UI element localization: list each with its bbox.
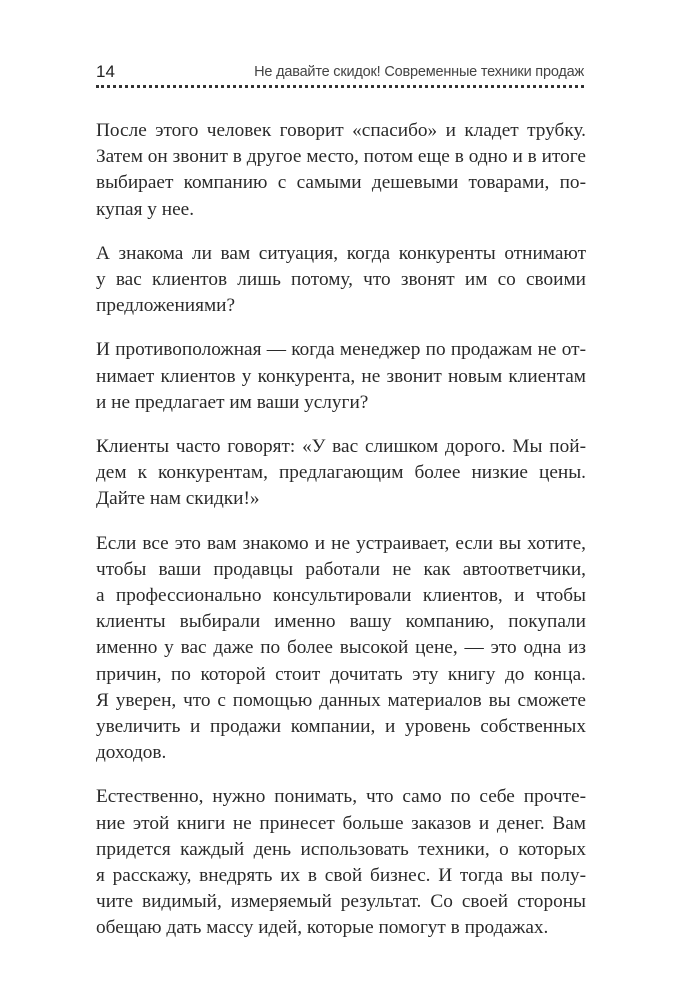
text-line: Дайте нам скидки!»	[96, 488, 260, 510]
text-line: именно у вас даже по более высокой цене, — это одна из	[96, 637, 586, 659]
text-line: А знакома ли вам ситуация, когда конкуренты отнимают	[96, 242, 586, 264]
text-line: ние этой книги не принесет больше заказов и денег. Вам	[96, 812, 586, 834]
running-title: Не давайте скидок! Современные техники продаж	[254, 64, 584, 80]
paragraph-5	[96, 531, 586, 767]
page-number: 14	[96, 62, 115, 81]
header-dotted-rule	[96, 85, 584, 88]
text-line: чтобы ваши продавцы работали не как автоответчики,	[96, 558, 586, 580]
paragraph-2	[96, 241, 586, 320]
text-line: причин, по которой стоит дочитать эту книгу до конца.	[96, 663, 586, 685]
text-line: а профессионально консультировали клиентов, и чтобы	[96, 585, 586, 607]
text-line: увеличить и продажи компании, и уровень собственных	[96, 716, 586, 738]
paragraph-4	[96, 434, 586, 513]
text-line: Если все это вам знакомо и не устраивает, если вы хотите,	[96, 532, 586, 554]
text-line: И противоположная — когда менеджер по продажам не от-	[96, 339, 586, 361]
text-line: После этого человек говорит «спасибо» и кладет трубку.	[96, 120, 586, 141]
text-line: Затем он звонит в другое место, потом еще в одно и в итоге	[96, 146, 586, 168]
text-line: Клиенты часто говорят: «У вас слишком дорого. Мы пой-	[96, 436, 586, 458]
paragraph-1	[96, 118, 586, 223]
page-header	[96, 52, 584, 82]
text-line: доходов.	[96, 742, 167, 764]
text-line: Я уверен, что с помощью данных материалов вы сможете	[96, 689, 586, 711]
text-line: чите видимый, измеряемый результат. Со своей стороны	[96, 891, 586, 913]
text-line: предложениями?	[96, 295, 236, 317]
text-line: купая у нее.	[96, 198, 195, 220]
text-line: клиенты выбирали именно вашу компанию, покупали	[96, 611, 586, 633]
text-line: нимает клиентов у конкурента, не звонит новым клиентам	[96, 365, 586, 387]
text-line: у вас клиентов лишь потому, что звонят им со своими	[96, 269, 586, 291]
paragraph-3	[96, 337, 586, 416]
text-line: и не предлагает им ваши услуги?	[96, 391, 369, 413]
text-line: придется каждый день использовать техники, о которых	[96, 838, 586, 860]
body-text	[96, 118, 586, 960]
text-line: я расскажу, внедрять их в свой бизнес. И тогда вы полу-	[96, 865, 586, 887]
text-line: обещаю дать массу идей, которые помогут в продажах.	[96, 917, 549, 939]
text-line: выбирает компанию с самыми дешевыми товарами, по-	[96, 172, 586, 194]
paragraph-6	[96, 784, 586, 941]
text-line: дем к конкурентам, предлагающим более низкие цены.	[96, 462, 586, 484]
text-line: Естественно, нужно понимать, что само по себе прочте-	[96, 786, 586, 808]
